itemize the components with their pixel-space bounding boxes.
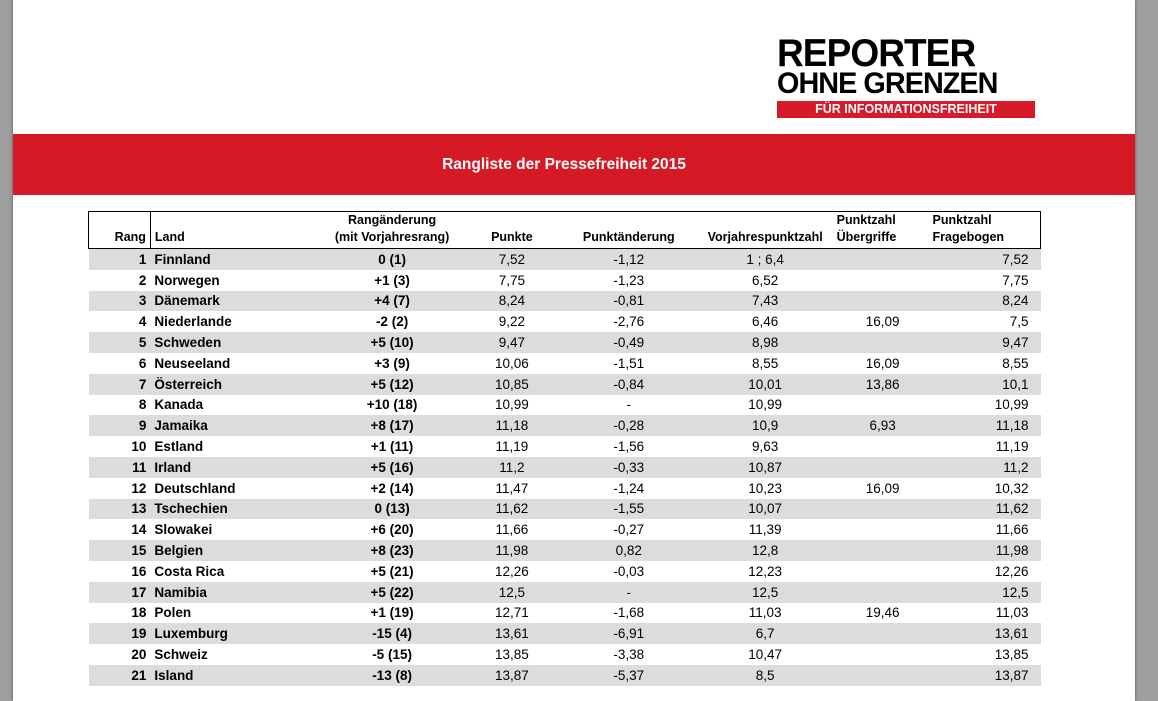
cell-punktaenderung: -1,23 [613,272,645,288]
title-banner [13,134,1135,195]
cell-fragebogen: 11,03 [995,605,1029,621]
cell-uebergriffe [835,582,931,603]
header-rangaenderung [322,212,462,249]
table-row [89,519,1041,540]
cell-punktaenderung: -3,38 [613,647,645,663]
cell-uebergriffe [835,499,931,520]
cell-vorjahr: 10,9 [696,415,835,436]
cell-land: Jamaika [150,415,322,436]
cell-vorjahr: 9,63 [752,439,779,455]
cell-fragebogen: 13,61 [931,623,1041,644]
cell-rangaenderung: +1 (11) [370,439,414,455]
cell-fragebogen: 12,5 [931,582,1041,603]
cell-punkte: 11,66 [495,522,529,538]
cell-rang: 10 [131,439,147,455]
cell-punkte: 12,71 [495,605,529,621]
cell-punktaenderung: -1,12 [562,249,696,270]
cell-rangaenderung: +8 (23) [322,540,462,561]
cell-uebergriffe [835,436,931,457]
cell-rang: 2 [138,272,147,288]
cell-rangaenderung: +2 (14) [370,480,414,496]
table-row [89,415,1041,436]
cell-uebergriffe: 13,86 [835,374,931,395]
table-row [89,270,1041,291]
cell-land: Schweden [150,332,322,353]
cell-uebergriffe [835,395,931,416]
cell-rangaenderung: +5 (22) [322,582,462,603]
cell-uebergriffe: 16,09 [865,480,900,496]
cell-punkte: 13,85 [495,647,529,663]
header-vorjahr: Vorjahrespunktzahl [696,212,835,249]
logo-tagline: FÜR INFORMATIONSFREIHEIT [777,101,1035,118]
cell-rang: 6 [138,355,147,371]
cell-fragebogen: 11,62 [931,499,1041,520]
cell-rang: 8 [138,397,147,413]
cell-punktaenderung: -0,03 [613,563,645,579]
cell-rangaenderung: +6 (20) [370,522,414,538]
cell-uebergriffe: 16,09 [865,314,900,330]
cell-punktaenderung: - [626,397,632,413]
table-row [89,249,1041,270]
table-row [89,623,1041,644]
cell-fragebogen: 13,85 [994,647,1029,663]
cell-punkte: 7,75 [498,272,526,288]
cell-uebergriffe [835,665,931,686]
cell-land: Tschechien [150,499,322,520]
cell-punkte: 10,99 [495,397,529,413]
table-row [89,478,1041,499]
cell-uebergriffe [835,457,931,478]
cell-punktaenderung: -1,68 [613,605,645,621]
table-row [89,311,1041,332]
cell-fragebogen: 11,66 [995,522,1029,538]
logo-line1: REPORTER [777,32,976,75]
cell-punkte: 8,24 [462,291,562,312]
table-row [89,395,1041,416]
cell-punkte: 10,06 [495,355,529,371]
cell-land: Costa Rica [154,563,225,579]
cell-rang: 17 [89,582,151,603]
cell-vorjahr: 10,07 [696,499,835,520]
header-rangaenderung-line1: Rangänderung [347,213,437,227]
header-fragebogen-line1: Punktzahl [932,213,992,227]
table-row [89,353,1041,374]
header-land: Land [150,212,322,249]
cell-rang: 20 [131,647,147,663]
cell-uebergriffe [835,540,931,561]
cell-vorjahr: 6,46 [752,314,779,330]
cell-vorjahr: 12,23 [748,563,783,579]
cell-land: Irland [150,457,322,478]
cell-fragebogen: 13,87 [931,665,1041,686]
header-uebergriffe [835,212,931,249]
cell-vorjahr: 11,39 [748,522,782,538]
rsf-logo [777,34,1035,118]
cell-punktaenderung: -0,33 [562,457,696,478]
cell-land: Niederlande [154,314,232,330]
cell-rang: 4 [138,314,147,330]
cell-punktaenderung: -5,37 [562,665,696,686]
cell-rang: 7 [89,374,151,395]
cell-uebergriffe [835,332,931,353]
table-row [89,291,1041,312]
cell-punktaenderung: -0,49 [562,332,696,353]
cell-rang: 11 [89,457,151,478]
cell-rangaenderung: +10 (18) [366,397,418,413]
table-row [89,374,1041,395]
cell-fragebogen: 11,2 [931,457,1041,478]
cell-land: Namibia [150,582,322,603]
cell-uebergriffe [835,291,931,312]
cell-rangaenderung: +1 (3) [374,272,410,288]
cell-vorjahr: 12,5 [696,582,835,603]
cell-fragebogen: 10,32 [994,480,1029,496]
cell-vorjahr: 6,52 [752,272,779,288]
cell-land: Polen [154,605,192,621]
cell-land: Neuseeland [154,355,231,371]
cell-punkte: 10,85 [462,374,562,395]
cell-rangaenderung: +5 (16) [322,457,462,478]
cell-vorjahr: 10,23 [748,480,783,496]
cell-rang: 12 [131,480,147,496]
cell-rangaenderung: +4 (7) [322,291,462,312]
cell-punktaenderung: -1,55 [562,499,696,520]
cell-vorjahr: 1 ; 6,4 [696,249,835,270]
cell-uebergriffe [835,249,931,270]
cell-uebergriffe [835,623,931,644]
cell-punktaenderung: -6,91 [562,623,696,644]
cell-vorjahr: 6,7 [696,623,835,644]
header-rangaenderung-line2: (mit Vorjahresrang) [334,230,450,244]
cell-rang: 3 [89,291,151,312]
cell-fragebogen: 7,52 [931,249,1041,270]
document-page [13,0,1135,701]
cell-rang: 1 [89,249,151,270]
cell-fragebogen: 10,1 [931,374,1041,395]
cell-rangaenderung: -2 (2) [375,314,409,330]
cell-punktaenderung: 0,82 [562,540,696,561]
cell-punkte: 12,26 [495,563,529,579]
table-header-row [89,212,1041,249]
cell-land: Schweiz [154,647,208,663]
cell-land: Belgien [150,540,322,561]
cell-uebergriffe [835,270,931,291]
cell-land: Deutschland [154,480,236,496]
cell-rang: 5 [89,332,151,353]
cell-rangaenderung: +8 (17) [322,415,462,436]
cell-rang: 18 [131,605,147,621]
cell-land: Finnland [150,249,322,270]
header-uebergriffe-line2: Übergriffe [836,230,897,244]
cell-punkte: 9,22 [498,314,526,330]
cell-uebergriffe: 19,46 [865,605,900,621]
cell-uebergriffe [835,561,931,582]
cell-fragebogen: 9,47 [931,332,1041,353]
cell-land: Estland [154,439,204,455]
cell-punkte: 13,87 [462,665,562,686]
header-uebergriffe-line1: Punktzahl [836,213,896,227]
cell-punkte: 9,47 [462,332,562,353]
cell-rangaenderung: +3 (9) [374,355,410,371]
cell-rang: 9 [89,415,151,436]
cell-vorjahr: 11,03 [748,605,782,621]
cell-punktaenderung: - [562,582,696,603]
cell-fragebogen: 7,75 [1002,272,1029,288]
cell-rangaenderung: +1 (19) [370,605,414,621]
cell-uebergriffe [835,644,931,665]
cell-rangaenderung: -13 (8) [322,665,462,686]
cell-punktaenderung: -1,51 [613,355,645,371]
table-row [89,665,1041,686]
header-punktaenderung: Punktänderung [562,212,696,249]
cell-fragebogen: 7,5 [1009,314,1029,330]
cell-rang: 13 [89,499,151,520]
logo-line2: OHNE GRENZEN [777,67,998,100]
cell-vorjahr: 10,99 [748,397,783,413]
cell-fragebogen: 10,99 [994,397,1029,413]
table-row [89,499,1041,520]
cell-rang: 16 [131,563,147,579]
cell-punkte: 12,5 [462,582,562,603]
cell-punktaenderung: -0,28 [562,415,696,436]
cell-punktaenderung: -1,24 [613,480,645,496]
cell-rang: 15 [89,540,151,561]
cell-fragebogen: 11,19 [995,439,1029,455]
cell-vorjahr: 8,98 [696,332,835,353]
cell-rangaenderung: -15 (4) [322,623,462,644]
cell-rang: 21 [89,665,151,686]
header-rang: Rang [89,212,151,249]
cell-fragebogen: 8,55 [1002,355,1029,371]
cell-rangaenderung: +5 (21) [370,563,414,579]
ranking-table [88,211,1041,686]
cell-land: Dänemark [150,291,322,312]
table-row [89,457,1041,478]
cell-fragebogen: 11,18 [931,415,1041,436]
table-row [89,561,1041,582]
cell-uebergriffe [835,519,931,540]
cell-punkte: 11,2 [462,457,562,478]
cell-land: Slowakei [154,522,213,538]
header-fragebogen-line2: Fragebogen [932,230,1005,244]
cell-punktaenderung: -2,76 [613,314,645,330]
table-row [89,332,1041,353]
cell-rangaenderung: +5 (12) [322,374,462,395]
cell-punkte: 11,62 [462,499,562,520]
header-fragebogen [931,212,1041,249]
cell-fragebogen: 11,98 [931,540,1041,561]
cell-rangaenderung: 0 (13) [322,499,462,520]
cell-land: Luxemburg [150,623,322,644]
table-row [89,582,1041,603]
cell-punkte: 7,52 [462,249,562,270]
cell-uebergriffe: 6,93 [835,415,931,436]
cell-vorjahr: 10,01 [696,374,835,395]
cell-punktaenderung: -1,56 [613,439,645,455]
cell-punkte: 11,47 [495,480,529,496]
cell-land: Island [150,665,322,686]
cell-vorjahr: 10,47 [748,647,783,663]
table-row [89,436,1041,457]
cell-vorjahr: 10,87 [696,457,835,478]
table-row [89,603,1041,624]
cell-punkte: 11,98 [462,540,562,561]
cell-vorjahr: 12,8 [696,540,835,561]
cell-punktaenderung: -0,84 [562,374,696,395]
cell-land: Kanada [154,397,204,413]
cell-vorjahr: 8,5 [696,665,835,686]
cell-rangaenderung: -5 (15) [372,647,412,663]
cell-punktaenderung: -0,27 [613,522,645,538]
cell-fragebogen: 8,24 [931,291,1041,312]
cell-land: Österreich [150,374,322,395]
cell-punktaenderung: -0,81 [562,291,696,312]
page-title: Rangliste der Pressefreiheit 2015 [442,156,686,173]
table-row [89,540,1041,561]
cell-land: Norwegen [154,272,220,288]
cell-punkte: 13,61 [462,623,562,644]
cell-vorjahr: 7,43 [696,291,835,312]
cell-rangaenderung: +5 (10) [322,332,462,353]
cell-punkte: 11,19 [495,439,529,455]
cell-uebergriffe: 16,09 [865,355,900,371]
header-punkte: Punkte [462,212,562,249]
cell-punkte: 11,18 [462,415,562,436]
cell-fragebogen: 12,26 [994,563,1029,579]
cell-rang: 19 [89,623,151,644]
cell-vorjahr: 8,55 [752,355,779,371]
cell-rangaenderung: 0 (1) [322,249,462,270]
table-row [89,644,1041,665]
cell-rang: 14 [131,522,147,538]
